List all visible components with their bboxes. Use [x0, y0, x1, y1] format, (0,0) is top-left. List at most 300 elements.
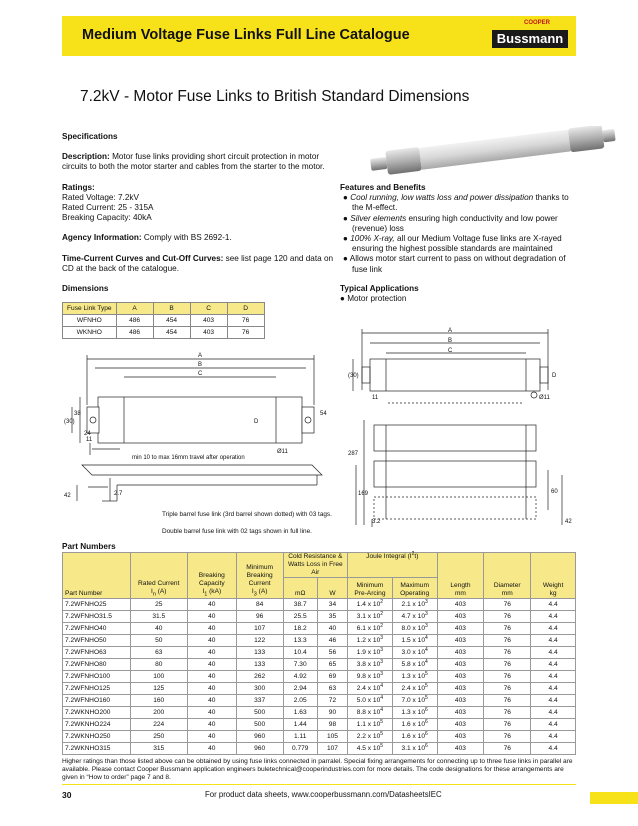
table-cell-mohm: 38.7 — [283, 599, 317, 611]
table-cell-bc: 40 — [187, 623, 236, 635]
table-cell-wt: 4.4 — [531, 599, 576, 611]
typical-application-text: Motor protection — [347, 294, 407, 304]
part-numbers-heading: Part Numbers — [62, 542, 116, 551]
table-cell-pa — [348, 719, 393, 731]
table-cell-mbc: 133 — [236, 659, 283, 671]
table-cell-mohm: 1.11 — [283, 731, 317, 743]
table-cell-wt: 4.4 — [531, 611, 576, 623]
exponent: 4 — [425, 646, 428, 653]
table-cell-mbc: 960 — [236, 743, 283, 755]
table-cell-mbc: 107 — [236, 623, 283, 635]
exponent: 5 — [425, 694, 428, 701]
table-cell-mohm: 0.779 — [283, 743, 317, 755]
table-cell-dia: 76 — [484, 635, 531, 647]
table-cell-wt: 4.4 — [531, 707, 576, 719]
table-cell: WFNHO — [63, 315, 117, 327]
table-cell-mohm: 2.05 — [283, 695, 317, 707]
table-cell-wt: 4.4 — [531, 623, 576, 635]
feature-text: all our Medium Voltage fuse links are X-rayed ensuring the highest possible standards are maintained — [352, 234, 562, 254]
footer-accent-bar — [590, 792, 638, 804]
table-cell-bc: 40 — [187, 695, 236, 707]
exponent-base: 1.6 x 10 — [401, 721, 425, 728]
exponent: 3 — [380, 670, 384, 677]
table-cell-dia: 76 — [484, 695, 531, 707]
table-cell-mbc: 122 — [236, 635, 283, 647]
dim-header: B — [153, 303, 190, 315]
col-joule-title: Joule Integral (I — [366, 553, 412, 560]
feature-emphasis: 100% X-ray, — [350, 234, 395, 244]
page-number: 30 — [62, 790, 72, 800]
table-cell-pa — [348, 623, 393, 635]
part-numbers-table — [62, 552, 576, 755]
table-cell-pa — [348, 599, 393, 611]
table-row — [63, 659, 576, 671]
exponent-base: 1.6 x 10 — [401, 733, 425, 740]
exponent: 5 — [380, 730, 384, 737]
table-row — [63, 731, 576, 743]
drawing-label-a: A — [198, 353, 203, 359]
exponent: 3 — [380, 658, 384, 665]
table-cell-pn: 7.2WFNHO25 — [63, 599, 131, 611]
table-cell: 454 — [153, 327, 190, 339]
table-cell-bc: 40 — [187, 647, 236, 659]
drawing-caption-double: Double barrel fuse link with 02 tags shown in full line. — [162, 528, 312, 535]
exponent-base: 2.4 x 10 — [356, 685, 381, 692]
table-cell-in: 315 — [130, 743, 187, 755]
col-diameter-unit: mm — [501, 590, 513, 597]
col-rated-title: Rated Current — [138, 579, 180, 587]
table-cell-pn: 7.2WKNHO250 — [63, 731, 131, 743]
table-cell-bc: 40 — [187, 599, 236, 611]
exponent: 5 — [380, 718, 384, 725]
parts-header-row — [63, 553, 576, 578]
exponent: 3 — [425, 622, 428, 629]
table-cell-wt: 4.4 — [531, 671, 576, 683]
table-cell-w: 46 — [317, 635, 347, 647]
table-cell: 486 — [116, 315, 153, 327]
specifications-section — [62, 132, 342, 294]
col-rated-symbol: I — [150, 587, 153, 595]
table-cell-wt: 4.4 — [531, 659, 576, 671]
table-cell-in: 50 — [130, 635, 187, 647]
table-cell-op — [392, 683, 437, 695]
table-cell-wt: 4.4 — [531, 635, 576, 647]
table-cell-len: 403 — [437, 719, 484, 731]
table-cell-dia: 76 — [484, 647, 531, 659]
description-value: Motor fuse links providing short circuit protection in motor circuits to both the motor starter and cables from the starter to the motor. — [62, 152, 325, 172]
table-cell-pn: 7.2WFNHO80 — [63, 659, 131, 671]
exponent-base: 2.2 x 10 — [356, 733, 381, 740]
footer-link-text[interactable]: For product data sheets, www.cooperbussmann.com/DatasheetsIEC — [205, 790, 442, 799]
table-cell-in: 40 — [130, 623, 187, 635]
table-cell-in: 31.5 — [130, 611, 187, 623]
table-cell-len: 403 — [437, 743, 484, 755]
table-cell-op — [392, 611, 437, 623]
exponent-base: 2.4 x 10 — [401, 685, 425, 692]
feature-item: ● Cool running, low watts loss and power dissipation thanks to the M-effect. — [343, 193, 569, 213]
drawing-dim-60: 60 — [551, 489, 558, 495]
table-cell-mohm: 1.63 — [283, 707, 317, 719]
table-cell-mbc: 960 — [236, 731, 283, 743]
exponent: 6 — [425, 706, 428, 713]
table-cell-mohm: 18.2 — [283, 623, 317, 635]
table-cell-pa — [348, 707, 393, 719]
table-cell-len: 403 — [437, 635, 484, 647]
table-cell-len: 403 — [437, 671, 484, 683]
drawing-dim-d11: Ø11 — [277, 449, 288, 455]
table-row — [63, 635, 576, 647]
table-cell-mbc: 133 — [236, 647, 283, 659]
table-cell-bc: 40 — [187, 731, 236, 743]
table-cell-op — [392, 635, 437, 647]
exponent-base: 1.2 x 10 — [356, 637, 381, 644]
table-cell-bc: 40 — [187, 611, 236, 623]
col-mohm: mΩ — [283, 578, 317, 599]
exponent-base: 1.9 x 10 — [356, 649, 381, 656]
table-cell-op — [392, 647, 437, 659]
page-title: 7.2kV - Motor Fuse Links to British Standard Dimensions — [80, 88, 470, 105]
col-length — [437, 553, 484, 599]
table-cell-pa — [348, 683, 393, 695]
drawing-dim-27: 2.7 — [114, 491, 123, 497]
table-cell-pn: 7.2WKNHO315 — [63, 743, 131, 755]
description-label: Description: — [62, 152, 110, 162]
table-cell-mohm: 13.3 — [283, 635, 317, 647]
dim-header: D — [227, 303, 264, 315]
table-cell-pn: 7.2WFNHO50 — [63, 635, 131, 647]
features-section — [340, 183, 580, 304]
table-cell-op — [392, 659, 437, 671]
exponent-base: 8.0 x 10 — [401, 625, 425, 632]
table-row — [63, 719, 576, 731]
exponent: 4 — [380, 706, 384, 713]
table-cell-w: 40 — [317, 623, 347, 635]
drawing-travel-note: min 10 to max 16mm travel after operation — [132, 455, 245, 461]
col-breaking-subscript: 1 — [204, 591, 208, 597]
col-cold-resistance: Cold Resistance & Watts Loss in Free Air — [283, 553, 348, 578]
table-cell-pa — [348, 635, 393, 647]
col-length-title: Length — [450, 582, 471, 589]
drawing-dim-32: 3.2 — [372, 519, 381, 525]
table-cell-op — [392, 695, 437, 707]
exponent: 4 — [380, 694, 384, 701]
table-cell-pn: 7.2WFNHO63 — [63, 647, 131, 659]
col-min-unit: (A) — [256, 587, 268, 595]
exponent: 3 — [380, 646, 384, 653]
drawing-label-a-right: A — [448, 328, 453, 334]
table-cell-pa — [348, 659, 393, 671]
table-row — [63, 707, 576, 719]
col-joule-integral — [348, 550, 437, 578]
table-cell-len: 403 — [437, 599, 484, 611]
drawing-label-b: B — [198, 362, 203, 368]
table-cell-in: 63 — [130, 647, 187, 659]
table-cell-mbc: 84 — [236, 599, 283, 611]
exponent-base: 3.1 x 10 — [356, 613, 381, 620]
drawing-dim-11-right: 11 — [372, 395, 379, 401]
table-cell: WKNHO — [63, 327, 117, 339]
exponent: 4 — [425, 634, 428, 641]
drawing-dim-24: 24 — [84, 431, 91, 437]
table-cell: 454 — [153, 315, 190, 327]
fuse-dimension-drawing-left — [62, 335, 337, 505]
table-cell-bc: 40 — [187, 671, 236, 683]
table-cell-op — [392, 743, 437, 755]
table-cell: 76 — [227, 327, 264, 339]
feature-item: ● Silver elements ensuring high conductivity and low power (revenue) loss — [343, 213, 558, 233]
drawing-label-c: C — [198, 371, 203, 377]
footer-rule — [62, 784, 576, 785]
table-cell-pn: 7.2WFNHO100 — [63, 671, 131, 683]
exponent-base: 1.3 x 10 — [401, 709, 425, 716]
exponent-base: 7.0 x 10 — [401, 697, 425, 704]
description-text — [62, 152, 342, 172]
exponent: 6 — [425, 730, 428, 737]
exponent-base: 1.3 x 10 — [401, 673, 425, 680]
table-cell-dia: 76 — [484, 731, 531, 743]
table-cell-len: 403 — [437, 683, 484, 695]
table-cell-pa — [348, 611, 393, 623]
footnote: Higher ratings than those listed above can be obtained by using fuse links connected in parralel. Special fixing arrangements for connecting up to three fuse links in parallel are available. Please contact Cooper Bussmann application engineers buletechnical@cooperindustries.com for more details. The code designations for these arrangements are given in “How to order” page 7 and 8. — [62, 758, 573, 781]
table-row — [63, 683, 576, 695]
col-breaking-title: Breaking Capacity — [198, 571, 225, 587]
col-weight — [531, 553, 576, 599]
exponent-base: 8.8 x 10 — [356, 709, 381, 716]
exponent-base: 3.0 x 10 — [401, 649, 425, 656]
col-weight-unit: kg — [549, 590, 557, 597]
exponent-base: 3.8 x 10 — [356, 661, 381, 668]
table-row — [63, 623, 576, 635]
drawing-dim-38: 38 — [74, 411, 81, 417]
table-cell-w: 35 — [317, 611, 347, 623]
feature-text: thanks to the M-effect. — [352, 193, 569, 213]
col-operating: Maximum Operating — [392, 578, 437, 599]
table-cell-w: 63 — [317, 683, 347, 695]
table-cell-mohm: 1.44 — [283, 719, 317, 731]
table-cell-bc: 40 — [187, 707, 236, 719]
table-cell-dia: 76 — [484, 599, 531, 611]
table-cell-len: 403 — [437, 707, 484, 719]
table-cell-dia: 76 — [484, 611, 531, 623]
feature-emphasis: Silver elements — [350, 213, 407, 223]
breaking-capacity: Breaking Capacity: 40kA — [62, 213, 152, 223]
exponent: 4 — [425, 658, 428, 665]
table-cell: 486 — [116, 327, 153, 339]
table-cell-mbc: 300 — [236, 683, 283, 695]
table-cell-w: 69 — [317, 671, 347, 683]
col-rated-current — [130, 553, 187, 599]
table-cell-w: 72 — [317, 695, 347, 707]
col-min-subscript: 3 — [253, 591, 257, 597]
features-heading: Features and Benefits — [340, 183, 426, 192]
specifications-heading: Specifications — [62, 132, 118, 141]
drawing-dim-30: (30) — [64, 419, 75, 425]
table-cell-dia: 76 — [484, 719, 531, 731]
table-cell-w: 98 — [317, 719, 347, 731]
col-weight-title: Weight — [542, 582, 564, 589]
feature-item: ● Allows motor start current to pass on without degradation of fuse link — [343, 254, 566, 274]
drawing-label-c-right: C — [448, 348, 453, 354]
catalogue-title: Medium Voltage Fuse Links Full Line Catalogue — [82, 27, 410, 43]
col-rated-subscript: n — [152, 591, 156, 597]
drawing-dim-11: 11 — [86, 437, 93, 443]
rated-current: Rated Current: 25 - 315A — [62, 203, 154, 213]
col-watts: W — [317, 578, 347, 599]
table-cell-mbc: 500 — [236, 707, 283, 719]
exponent-base: 4.7 x 10 — [401, 613, 425, 620]
col-rated-unit: (A) — [155, 587, 167, 595]
dimensions-table — [62, 302, 265, 339]
exponent: 3 — [425, 610, 428, 617]
curves-value: see list page 120 and data on CD at the back of the catalogue. — [62, 253, 334, 273]
curves-label: Time-Current Curves and Cut-Off Curves: — [62, 253, 224, 263]
dim-header: Fuse Link Type — [63, 303, 117, 315]
col-diameter — [484, 553, 531, 599]
table-cell-in: 125 — [130, 683, 187, 695]
exponent-base: 5.8 x 10 — [401, 661, 425, 668]
col-diameter-title: Diameter — [493, 582, 521, 589]
exponent-base: 2.1 x 10 — [401, 601, 425, 608]
table-row — [63, 743, 576, 755]
table-cell-mbc: 337 — [236, 695, 283, 707]
exponent: 4 — [380, 682, 384, 689]
exponent-base: 1.5 x 10 — [401, 637, 425, 644]
table-cell-op — [392, 731, 437, 743]
table-cell-wt: 4.4 — [531, 743, 576, 755]
col-breaking-unit: (kA) — [207, 587, 222, 595]
curves-text — [62, 254, 342, 274]
exponent-base: 9.8 x 10 — [356, 673, 381, 680]
table-row — [63, 315, 265, 327]
table-cell-mbc: 262 — [236, 671, 283, 683]
table-cell: 403 — [190, 315, 227, 327]
table-cell-pa — [348, 647, 393, 659]
table-cell-op — [392, 599, 437, 611]
table-cell-w: 107 — [317, 743, 347, 755]
table-cell-pn: 7.2WKNHO200 — [63, 707, 131, 719]
drawing-dim-d-right: D — [552, 373, 557, 379]
drawing-dim-d: D — [254, 419, 259, 425]
ratings-label: Ratings: — [62, 182, 95, 192]
table-row — [63, 599, 576, 611]
col-joule-end: t) — [414, 553, 419, 560]
fuse-dimension-drawing-right — [348, 325, 578, 530]
drawing-dim-30-right: (30) — [348, 373, 359, 379]
col-length-unit: mm — [454, 590, 466, 597]
table-cell-mohm: 4.92 — [283, 671, 317, 683]
table-row — [63, 695, 576, 707]
table-cell: 76 — [227, 315, 264, 327]
table-cell-dia: 76 — [484, 671, 531, 683]
header-bar — [62, 16, 576, 56]
exponent: 2 — [380, 622, 384, 629]
dimensions-header-row — [63, 303, 265, 315]
col-breaking-symbol: I — [202, 587, 205, 595]
table-cell-in: 100 — [130, 671, 187, 683]
exponent: 3 — [380, 634, 384, 641]
exponent: 5 — [425, 670, 428, 677]
exponent-base: 3.1 x 10 — [401, 745, 425, 752]
table-cell-mbc: 96 — [236, 611, 283, 623]
table-cell-pa — [348, 671, 393, 683]
table-cell-bc: 40 — [187, 719, 236, 731]
feature-text: ensuring high conductivity and low power (revenue) loss — [352, 213, 558, 233]
table-cell-pn: 7.2WKNHO224 — [63, 719, 131, 731]
table-cell-w: 56 — [317, 647, 347, 659]
drawing-caption-triple: Triple barrel fuse link (3rd barrel shown dotted) with 03 tags. — [162, 511, 332, 518]
table-cell-pa — [348, 731, 393, 743]
exponent: 6 — [425, 718, 428, 725]
drawing-dim-d11-right: Ø11 — [539, 395, 550, 401]
table-cell-in: 160 — [130, 695, 187, 707]
table-row — [63, 647, 576, 659]
table-cell-bc: 40 — [187, 635, 236, 647]
table-row — [63, 671, 576, 683]
table-cell-in: 250 — [130, 731, 187, 743]
dimensions-heading: Dimensions — [62, 284, 109, 294]
col-part-number: Part Number — [63, 553, 131, 599]
table-cell-op — [392, 671, 437, 683]
table-cell-len: 403 — [437, 647, 484, 659]
dim-header: C — [190, 303, 227, 315]
table-cell-in: 80 — [130, 659, 187, 671]
exponent: 5 — [380, 742, 384, 749]
table-cell-mohm: 25.5 — [283, 611, 317, 623]
drawing-label-b-right: B — [448, 338, 453, 344]
table-cell-w: 34 — [317, 599, 347, 611]
parts-table-body — [63, 599, 576, 755]
exponent: 3 — [425, 598, 428, 605]
exponent: 2 — [380, 610, 384, 617]
table-cell-mohm: 7.30 — [283, 659, 317, 671]
table-row — [63, 611, 576, 623]
drawing-dim-42-right: 42 — [565, 519, 572, 525]
exponent: 6 — [425, 742, 428, 749]
col-min-title: Minimum Breaking Current — [246, 563, 274, 587]
table-cell-wt: 4.4 — [531, 683, 576, 695]
agency-text — [62, 233, 342, 243]
table-cell-wt: 4.4 — [531, 647, 576, 659]
table-cell-op — [392, 707, 437, 719]
cooper-logo-text: COOPER — [523, 20, 550, 26]
agency-label: Agency Information: — [62, 233, 142, 243]
table-cell-mbc: 500 — [236, 719, 283, 731]
exponent-base: 1.4 x 10 — [356, 601, 381, 608]
exponent-base: 4.5 x 10 — [356, 745, 381, 752]
bussmann-logo-text: Bussmann — [492, 30, 568, 48]
table-cell-bc: 40 — [187, 683, 236, 695]
typical-applications-heading: Typical Applications — [340, 283, 419, 293]
table-cell-op — [392, 623, 437, 635]
exponent: 5 — [425, 682, 428, 689]
table-cell-wt: 4.4 — [531, 719, 576, 731]
table-cell-pn: 7.2WFNHO125 — [63, 683, 131, 695]
table-cell-w: 105 — [317, 731, 347, 743]
table-cell-in: 25 — [130, 599, 187, 611]
table-cell: 403 — [190, 327, 227, 339]
table-cell-w: 90 — [317, 707, 347, 719]
col-prearcing: Minimum Pre-Arcing — [348, 578, 393, 599]
feature-emphasis: Cool running, low watts loss and power dissipation — [350, 193, 534, 203]
table-cell-mohm: 2.94 — [283, 683, 317, 695]
drawing-dim-42: 42 — [64, 493, 71, 499]
table-cell-op — [392, 719, 437, 731]
exponent: 2 — [380, 598, 384, 605]
table-cell-w: 65 — [317, 659, 347, 671]
table-cell-pn: 7.2WFNHO40 — [63, 623, 131, 635]
fuse-link-photo — [366, 126, 618, 176]
exponent-base: 6.1 x 10 — [356, 625, 381, 632]
